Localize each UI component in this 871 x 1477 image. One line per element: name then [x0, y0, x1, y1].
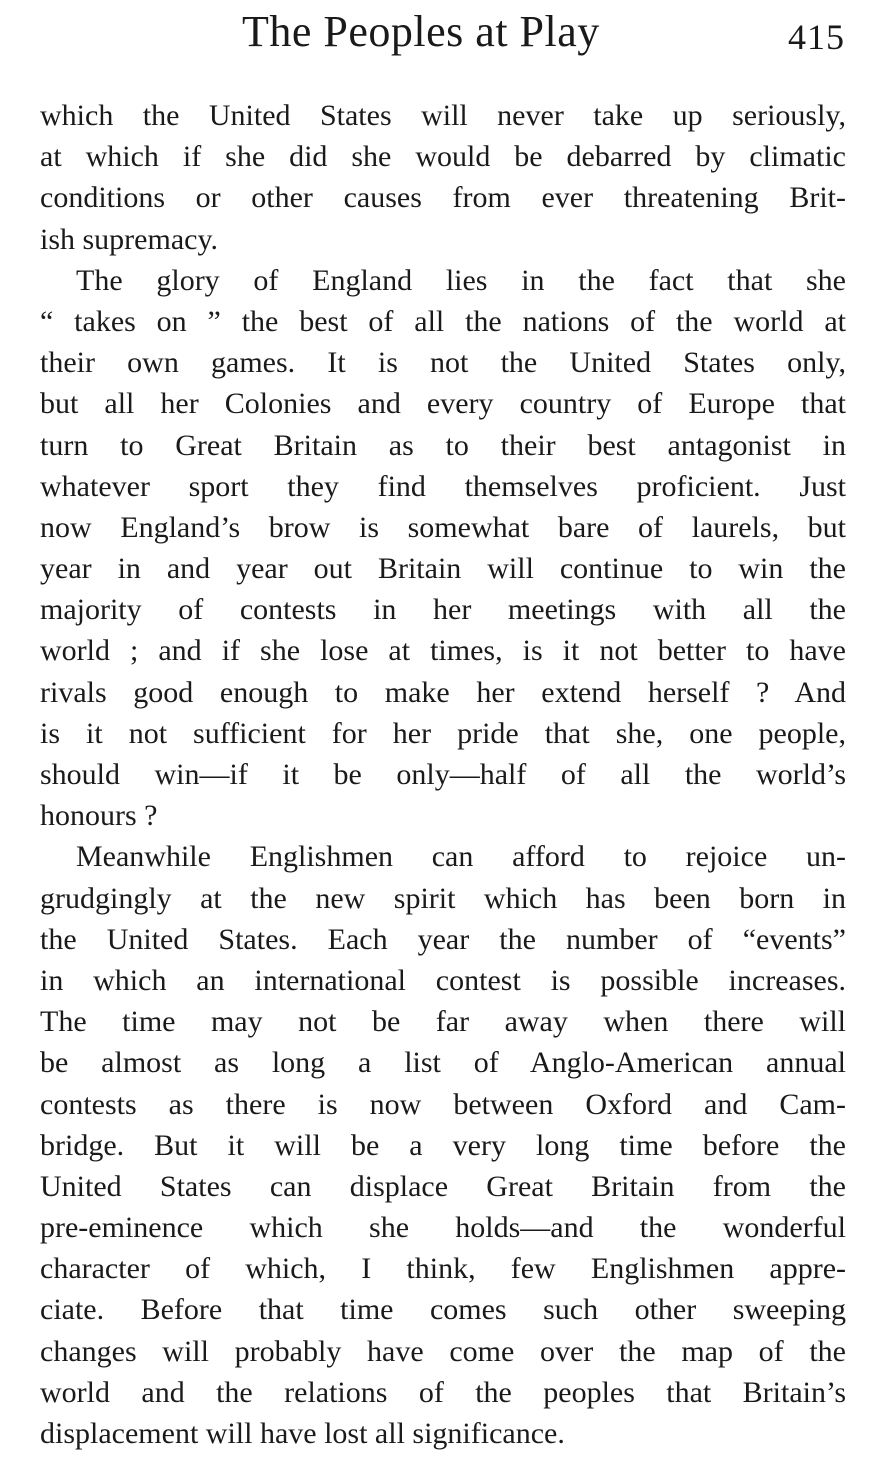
text-line: the United States. Each year the number of “events” — [40, 922, 846, 956]
text-line: grudgingly at the new spirit which has been born in — [40, 881, 846, 915]
text-line: Meanwhile Englishmen can afford to rejoice un- — [76, 840, 846, 874]
text-line: their own games. It is not the United States only, — [40, 346, 846, 380]
text-line: rivals good enough to make her extend herself ? And — [40, 675, 846, 709]
text-line: in which an international contest is possible increases. — [40, 963, 846, 997]
text-line: United States can displace Great Britain from the — [40, 1169, 846, 1203]
running-head — [0, 6, 871, 66]
text-line: changes will probably have come over the map of the — [40, 1334, 846, 1368]
text-line: but all her Colonies and every country of Europe that — [40, 387, 846, 421]
text-line: The time may not be far away when there will — [40, 1005, 846, 1039]
text-line: should win—if it be only—half of all the world’s — [40, 758, 846, 791]
text-line: ciate. Before that time comes such other sweeping — [40, 1293, 846, 1327]
text-line: is it not sufficient for her pride that she, one people, — [40, 716, 846, 750]
text-line: bridge. But it will be a very long time before the — [40, 1128, 846, 1162]
text-line: displacement will have lost all significance. — [40, 1417, 565, 1450]
text-line: honours ? — [40, 799, 158, 833]
text-line: The glory of England lies in the fact that she — [76, 263, 846, 297]
running-title: The Peoples at Play — [242, 7, 600, 56]
text-line: which the United States will never take up seriously, — [40, 99, 846, 132]
text-line: year in and year out Britain will continue to win the — [40, 552, 846, 586]
text-line: pre-eminence which she holds—and the wonderful — [40, 1211, 846, 1245]
text-line: now England’s brow is somewhat bare of laurels, but — [40, 510, 846, 544]
text-line: “ takes on ” the best of all the nations of the world at — [40, 304, 846, 338]
text-line: character of which, I think, few Englishmen appre- — [40, 1252, 846, 1286]
body-text — [40, 95, 846, 1454]
text-line: majority of contests in her meetings with all the — [40, 593, 846, 627]
text-line: at which if she did she would be debarred by climatic — [40, 140, 846, 174]
text-line: ish supremacy. — [40, 222, 219, 256]
page-number: 415 — [788, 17, 845, 57]
text-line: world and the relations of the peoples that Britain’s — [40, 1375, 846, 1409]
text-line: whatever sport they find themselves proficient. Just — [40, 469, 846, 503]
text-line: world ; and if she lose at times, is it not better to have — [40, 634, 846, 668]
text-line: be almost as long a list of Anglo-American annual — [40, 1046, 846, 1080]
text-line: conditions or other causes from ever threatening Brit- — [40, 181, 846, 215]
text-line: turn to Great Britain as to their best antagonist in — [40, 428, 846, 462]
text-line: contests as there is now between Oxford and Cam- — [40, 1087, 846, 1121]
